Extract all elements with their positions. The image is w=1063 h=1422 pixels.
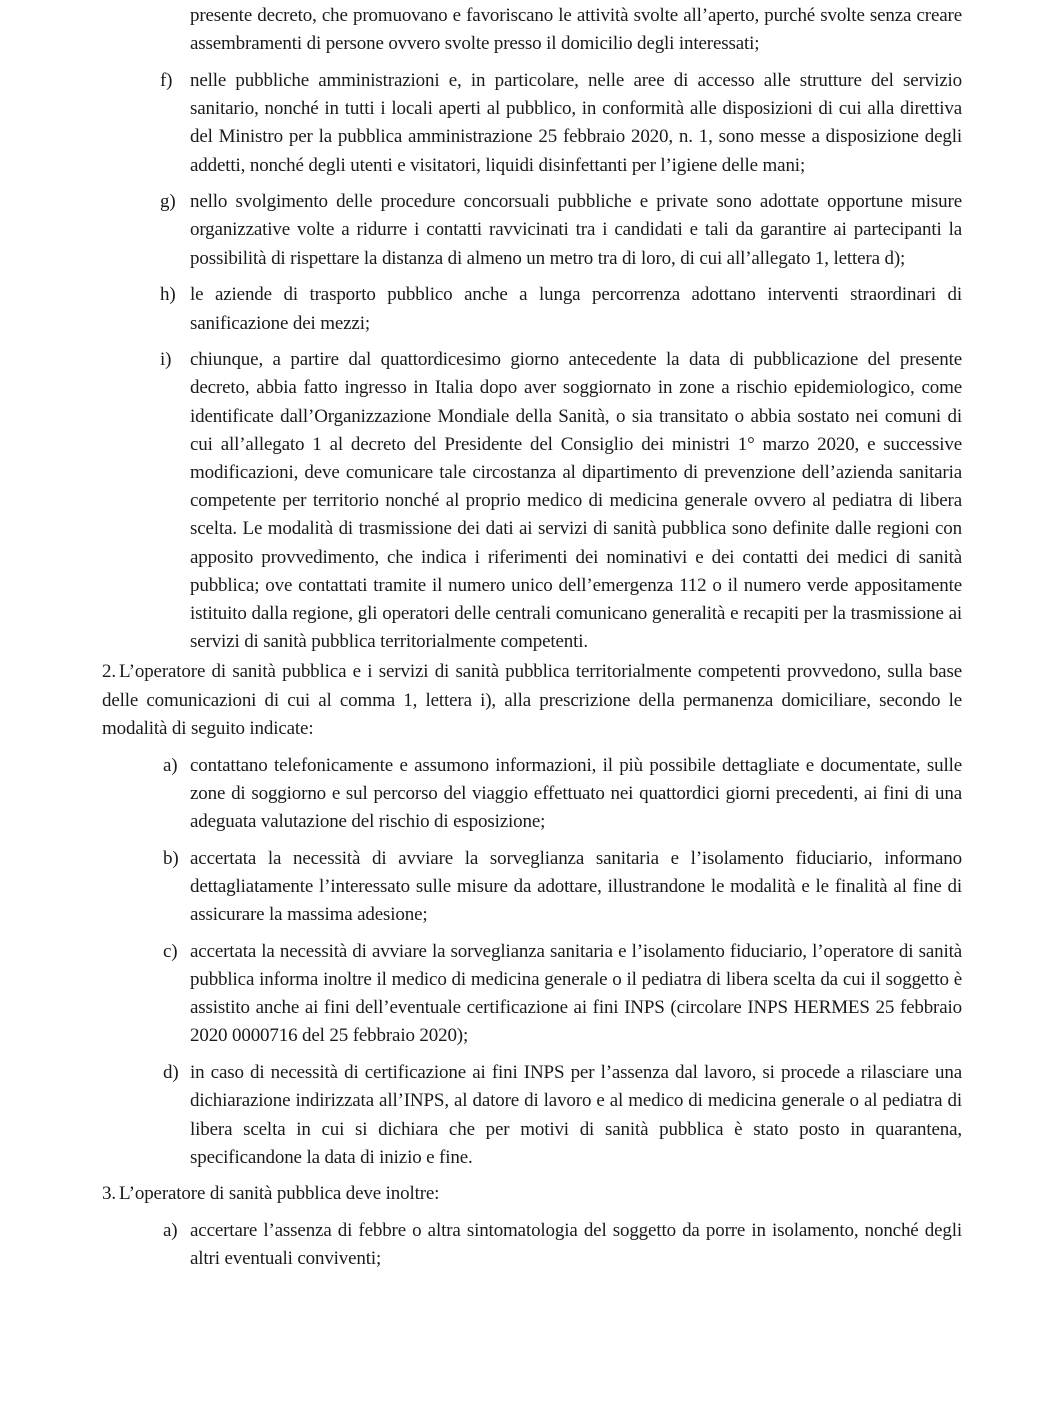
list-item-text: in caso di necessità di certificazione ai fini INPS per l’assenza dal lavoro, si procede a rilasciare una dichiarazione indirizzata all’INPS, al datore di lavoro e al medico di medicina generale o al pediatra di libera scelta in cui si dichiara che per motivi di sanità pubblica è stato posto in quarantena, specificandone la data di inizio e fine. — [190, 1062, 962, 1168]
section-number: 3. — [102, 1183, 116, 1205]
list-item-text: nelle pubbliche amministrazioni e, in particolare, nelle aree di accesso alle strutture del servizio sanitario, nonché in tutti i locali aperti al pubblico, in conformità alle disposizioni di cui alla direttiva del Ministro per la pubblica amministrazione 25 febbraio 2020, n. 1, sono messe a disposizione degli addetti, nonché degli utenti e visitatori, liquidi disinfettanti per l’igiene delle mani; — [190, 69, 962, 176]
list-item-text: presente decreto, che promuovano e favoriscano le attività svolte all’aperto, purché svolte senza creare assembramenti di persone ovvero svolte presso il domicilio degli interessati; — [190, 5, 962, 55]
list-item-2d — [102, 1059, 962, 1172]
list-item-i — [102, 346, 962, 656]
list-item-text: contattano telefonicamente e assumono informazioni, il più possibile dettagliate e documentate, sulle zone di soggiorno e sul percorso del viaggio effettuato nei quattordici giorni precedenti, ai fini di una adeguata valutazione del rischio di esposizione; — [190, 754, 962, 832]
document-page — [102, 2, 962, 1282]
list-item-text: accertata la necessità di avviare la sorveglianza sanitaria e l’isolamento fiduciario, l’operatore di sanità pubblica informa inoltre il medico di medicina generale o il pediatra di libera scelta da cui il soggetto è assistito anche ai fini dell’eventuale certificazione ai fini INPS (circolare INPS HERMES 25 febbraio 2020 0000716 del 25 febbraio 2020); — [190, 940, 962, 1047]
list-item-g — [102, 188, 962, 273]
section-number: 2. — [102, 661, 116, 683]
list-item-label: a) — [163, 754, 178, 776]
list-item-label: b) — [163, 847, 179, 869]
list-item-e-continuation — [102, 2, 962, 58]
list-item-2c — [102, 938, 962, 1051]
list-item-text: accertare l’assenza di febbre o altra sintomatologia del soggetto da porre in isolamento, nonché degli altri eventuali conviventi; — [190, 1220, 962, 1270]
list-item-label: a) — [163, 1220, 178, 1242]
list-item-2b — [102, 845, 962, 930]
list-item-text: nello svolgimento delle procedure concorsuali pubbliche e private sono adottate opportune misure organizzative volte a ridurre i contatti ravvicinati tra i candidati e tali da garantire ai partecipanti la possibilità di rispettare la distanza di almeno un metro tra di loro, di cui all’allegato 1, lettera d); — [190, 191, 962, 269]
section-text: L’operatore di sanità pubblica deve inoltre: — [118, 1183, 440, 1205]
section-2-paragraph — [102, 658, 962, 743]
section-3-paragraph — [102, 1180, 962, 1208]
list-item-label: g) — [160, 191, 176, 213]
list-item-label: f) — [160, 69, 173, 91]
list-item-3a — [102, 1217, 962, 1273]
list-item-text: le aziende di trasporto pubblico anche a lunga percorrenza adottano interventi straordinari di sanificazione dei mezzi; — [190, 284, 962, 334]
list-item-label: h) — [160, 284, 176, 306]
list-item-2a — [102, 752, 962, 837]
list-item-text: chiunque, a partire dal quattordicesimo giorno antecedente la data di pubblicazione del presente decreto, abbia fatto ingresso in Italia dopo aver soggiornato in zone a rischio epidemiologico, come identificate dall’Organizzazione Mondiale della Sanità, o sia transitato o abbia sostato nei comuni di cui all’allegato 1 al decreto del Presidente del Consiglio dei ministri 1° marzo 2020, e successive modificazioni, deve comunicare tale circostanza al dipartimento di prevenzione dell’azienda sanitaria competente per territorio nonché al proprio medico di medicina generale ovvero al pediatra di libera scelta. Le modalità di trasmissione dei dati ai servizi di sanità pubblica sono definite dalle regioni con apposito provvedimento, che indica i riferimenti dei nominativi e dei contatti dei medici di sanità pubblica; ove contattati tramite il numero unico dell’emergenza 112 o il numero verde appositamente istituito dalla regione, gli operatori delle centrali comunicano generalità e recapiti per la trasmissione ai servizi di sanità pubblica territorialmente competenti. — [190, 349, 962, 653]
list-item-label: d) — [163, 1062, 179, 1084]
list-item-text: accertata la necessità di avviare la sorveglianza sanitaria e l’isolamento fiduciario, informano dettagliatamente l’interessato sulle misure da adottare, illustrandone le modalità e le finalità al fine di assicurare la massima adesione; — [190, 847, 962, 926]
list-item-h — [102, 281, 962, 337]
list-item-label: c) — [163, 940, 178, 962]
list-item-f — [102, 67, 962, 180]
section-text: L’operatore di sanità pubblica e i servizi di sanità pubblica territorialmente competenti provvedono, sulla base delle comunicazioni di cui al comma 1, lettera i), alla prescrizione della permanenza domiciliare, secondo le modalità di seguito indicate: — [102, 661, 962, 739]
list-item-label: i) — [160, 349, 172, 371]
